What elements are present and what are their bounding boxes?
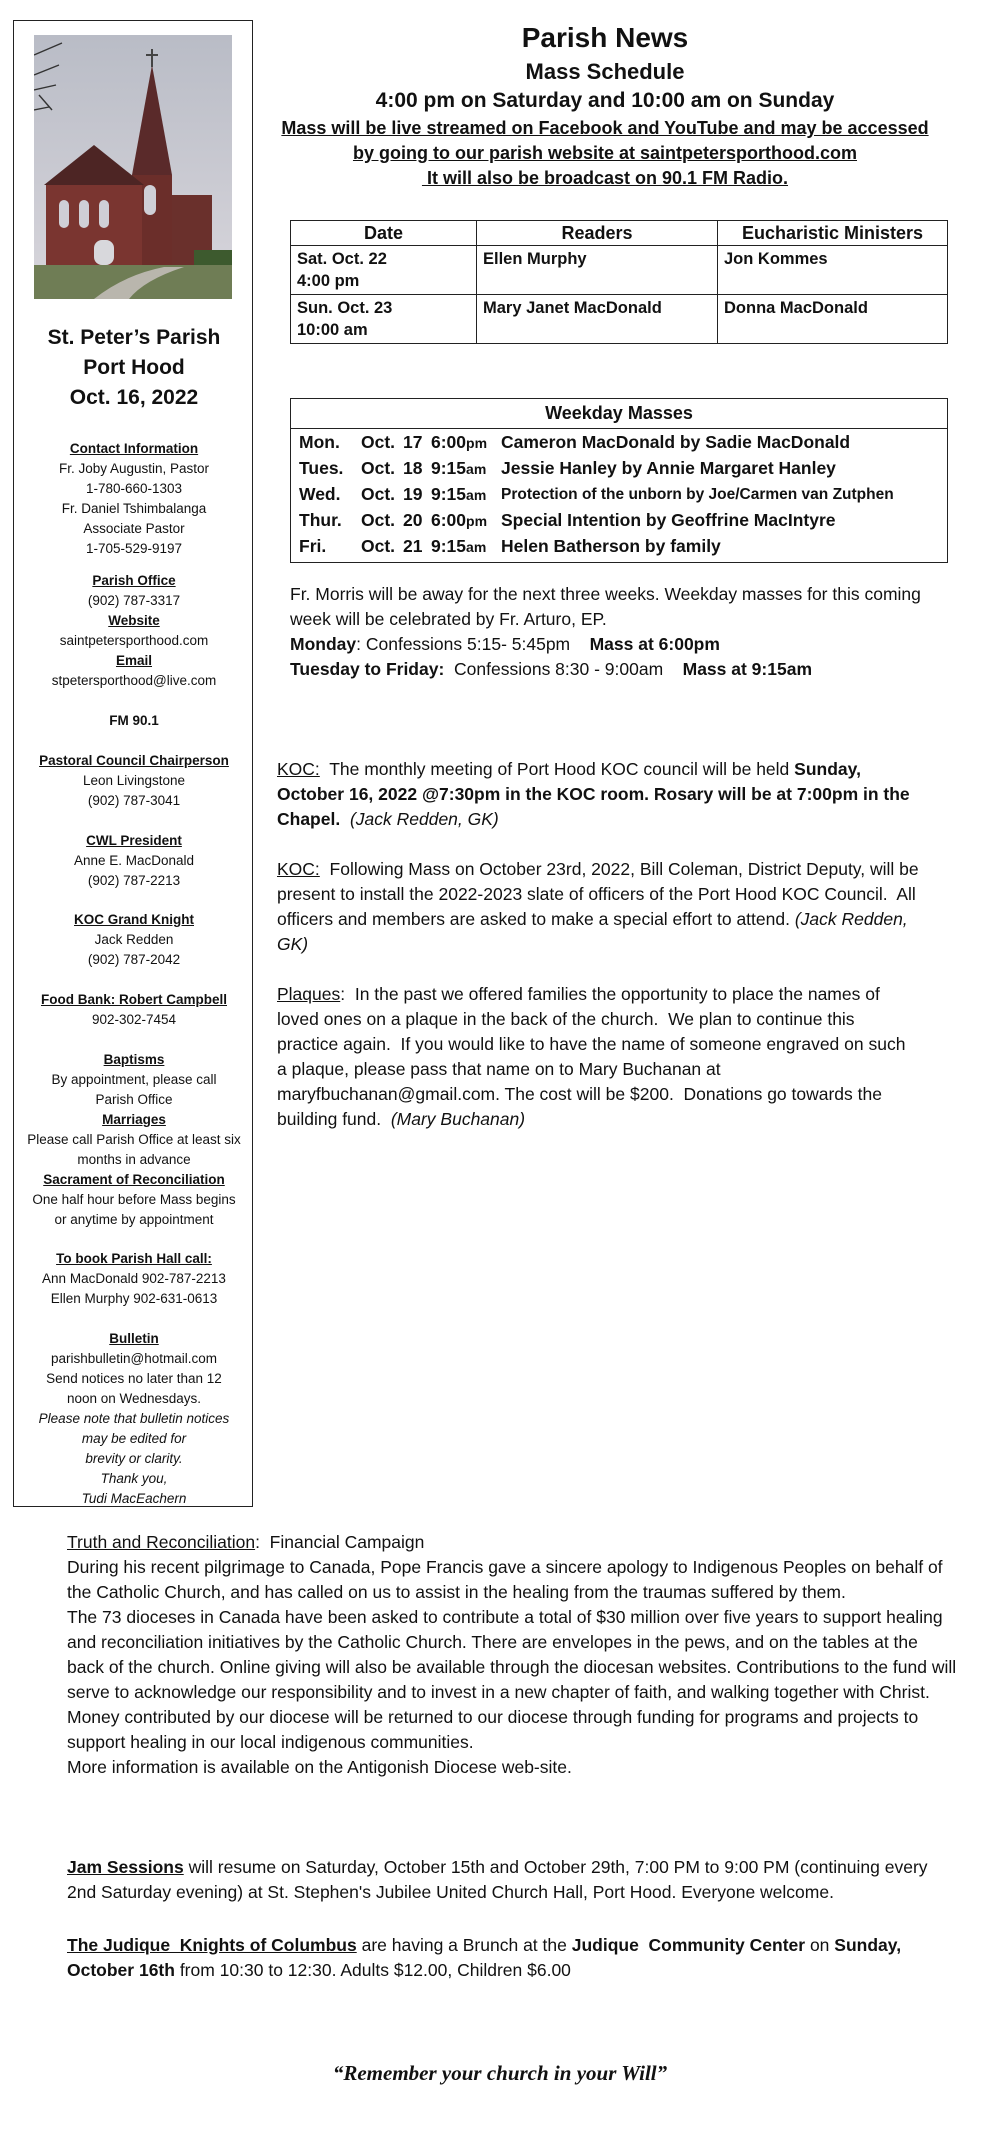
contact-block [14, 439, 254, 559]
judique-text1: are having a Brunch at the [356, 1935, 572, 1955]
koc-text: The monthly meeting of Port Hood KOC council will be held [319, 759, 795, 779]
wd-date: 17 [403, 432, 423, 452]
judique-bold1: Judique Community Center [571, 1935, 806, 1955]
wd-day: Mon. [299, 432, 340, 452]
mass-times: 4:00 pm on Saturday and 10:00 am on Sunday [375, 89, 835, 112]
wd-time-value: 9:15 [431, 536, 467, 556]
wd-day: Wed. [299, 484, 341, 504]
page-header [260, 18, 950, 191]
readers-table [290, 220, 948, 344]
plaques-label: Plaques [277, 984, 341, 1004]
weekday-row [291, 534, 947, 560]
website-heading: Website [108, 613, 160, 628]
wd-intention: Cameron MacDonald by Sadie MacDonald [501, 432, 851, 452]
email-link[interactable]: stpetersporthood@live.com [51, 673, 217, 688]
bulletin-line1: Send notices no later than 12 [46, 1371, 222, 1386]
judique-label: The Judique Knights of Columbus [67, 1935, 357, 1955]
koc-name: Jack Redden [94, 932, 174, 947]
wd-ampm: am [466, 539, 487, 555]
wd-time-value: 9:15 [431, 484, 467, 504]
row-date [291, 295, 477, 344]
bulletin-heading: Bulletin [109, 1331, 159, 1346]
pastor-phone: 1-780-660-1303 [85, 481, 183, 496]
weekday-row [291, 430, 947, 456]
truth-paragraph: During his recent pilgrimage to Canada, Pope Francis gave a sincere apology to Indigenous Peoples on behalf of the Catholic Church, and has called on us to assist in the healing from the traumas suffered by them. [67, 1557, 943, 1602]
truth-label: Truth and Reconciliation [67, 1532, 256, 1552]
jam-sessions-notice [67, 1855, 957, 1905]
wd-time-value: 9:15 [431, 458, 467, 478]
foodbank-heading: Food Bank: Robert Campbell [40, 992, 227, 1007]
koc-label: KOC: [277, 759, 320, 779]
tf-label: Tuesday to Friday: [290, 659, 445, 679]
koc-text: Following Mass on October 23rd, 2022, Bill Coleman, District Deputy, will be present to install the 2022-2023 slate of officers of the Port Hood KOC Council. All officers and members are asked to make a special effort to attend. [277, 859, 924, 929]
monday-mass: Mass at 6:00pm [589, 634, 720, 654]
table-row [291, 295, 948, 344]
wd-month: Oct. [361, 484, 396, 504]
church-photo [34, 35, 232, 299]
col-date: Date [291, 221, 477, 246]
plaques-text: : In the past we offered families the opportunity to place the names of loved ones on a plaque in the back of the church. We plan to continue this practice again. If you would like to have the name of someone engraved on such a plaque, please pass that name on to Mary Buchanan at maryfbuchanan@gmail.com. The cost will be $200. Donations go towards the building fund. [277, 984, 911, 1129]
council-phone: (902) 787-3041 [87, 793, 181, 808]
council-heading: Pastoral Council Chairperson [39, 753, 229, 768]
assoc-pastor-phone: 1-705-529-9197 [85, 541, 183, 556]
koc-credit: (Jack Redden, GK) [277, 909, 908, 954]
truth-paragraph: The 73 dioceses in Canada have been asked to contribute a total of $30 million over five years to support healing and reconciliation initiatives by the Catholic Church. There are envelopes in the pews, and on the tables at the back of the church. Online giving will also be available through the diocesan websites. Contributions to the fund will serve to acknowledge our responsibility and to invest in a new chapter of faith, and walking together with Christ. [67, 1607, 957, 1702]
judique-text2: on [805, 1935, 835, 1955]
hall-block [14, 1249, 254, 1309]
wd-time [431, 534, 501, 560]
table-header-row [291, 221, 948, 246]
row-readers: Mary Janet MacDonald [477, 295, 718, 344]
row-ministers: Donna MacDonald [718, 295, 948, 344]
radio-label: FM 90.1 [109, 713, 159, 728]
page-title: Parish News [521, 22, 689, 53]
jam-text: will resume on Saturday, October 15th and October 29th, 7:00 PM to 9:00 PM (continuing every 2nd Saturday evening) at St. Stephen's Jubilee United Church Hall, Port Hood. Everyone welcome. [67, 1857, 928, 1902]
parish-location: Port Hood [83, 356, 185, 379]
judique-text3: from 10:30 to 12:30. Adults $12.00, Children $6.00 [174, 1960, 571, 1980]
office-phone: (902) 787-3317 [87, 593, 181, 608]
hall-line1: Ann MacDonald 902-787-2213 [42, 1271, 226, 1286]
wd-date: 19 [403, 484, 423, 504]
wd-intention: Jessie Hanley by Annie Margaret Hanley [501, 458, 836, 478]
reconciliation-line2: or anytime by appointment [54, 1212, 214, 1227]
pastor-name: Fr. Joby Augustin, Pastor [58, 461, 210, 476]
website-link[interactable]: saintpetersporthood.com [59, 633, 209, 648]
row-readers: Ellen Murphy [477, 246, 718, 295]
baptisms-line1: By appointment, please call [51, 1072, 217, 1087]
truth-reconciliation-notice [67, 1530, 957, 1780]
livestream-line1: Mass will be live streamed on Facebook and YouTube and may be accessed [281, 118, 929, 138]
note-line1: Please note that bulletin notices [38, 1411, 230, 1426]
baptisms-heading: Baptisms [103, 1052, 165, 1067]
bulletin-date: Oct. 16, 2022 [69, 386, 199, 409]
radio-line: It will also be broadcast on 90.1 FM Radio. [421, 168, 789, 188]
morris-text: Fr. Morris will be away for the next three weeks. Weekday masses for this coming week will be celebrated by Fr. Arturo, EP. [290, 584, 921, 629]
marriages-line1: Please call Parish Office at least six [27, 1132, 241, 1147]
wd-month: Oct. [361, 432, 396, 452]
footer-quote: “Remember your church in your Will” [332, 2061, 668, 2085]
reconciliation-heading: Sacrament of Reconciliation [43, 1172, 225, 1187]
koc-block [14, 910, 254, 970]
wd-time [431, 508, 501, 534]
wd-time [431, 456, 501, 482]
assoc-pastor-title: Associate Pastor [83, 521, 185, 536]
row-date-day: Sat. Oct. 22 [297, 250, 387, 268]
wd-date: 20 [403, 510, 423, 530]
marriages-heading: Marriages [102, 1112, 166, 1127]
council-name: Leon Livingstone [82, 773, 186, 788]
foodbank-phone: 902-302-7454 [91, 1012, 177, 1027]
parish-heading [14, 323, 254, 413]
wd-month: Oct. [361, 458, 396, 478]
foodbank-block [14, 990, 254, 1030]
row-date [291, 246, 477, 295]
note-signature: Tudi MacEachern [81, 1491, 187, 1506]
tf-text: Confessions 8:30 - 9:00am [444, 659, 683, 679]
row-ministers: Jon Kommes [718, 246, 948, 295]
col-ministers: Eucharistic Ministers [718, 221, 948, 246]
wd-time [431, 430, 501, 456]
wd-intention: Special Intention by Geoffrine MacIntyre [501, 510, 836, 530]
weekday-masses-title: Weekday Masses [291, 399, 947, 429]
row-date-day: Sun. Oct. 23 [297, 299, 393, 317]
wd-day: Fri. [299, 536, 327, 556]
truth-paragraph: More information is available on the Antigonish Diocese web-site. [67, 1757, 572, 1777]
truth-heading [67, 1530, 957, 1555]
wd-day: Tues. [299, 458, 344, 478]
wd-ampm: pm [466, 513, 488, 529]
plaques-notice [277, 982, 917, 1132]
hall-heading: To book Parish Hall call: [56, 1251, 212, 1266]
weekday-masses-box [290, 398, 948, 563]
office-heading: Parish Office [92, 573, 176, 588]
truth-label-suffix: : [255, 1532, 270, 1552]
hall-line2: Ellen Murphy 902-631-0613 [50, 1291, 218, 1306]
koc-bold: Sunday, October 16, 2022 @7:30pm in the KOC room. Rosary will be at 7:00pm in the Chapel. [277, 759, 910, 829]
col-readers: Readers [477, 221, 718, 246]
wd-date: 18 [403, 458, 423, 478]
judique-bold2: Sunday, October 16th [67, 1935, 902, 1980]
bulletin-line2: noon on Wednesdays. [66, 1391, 202, 1406]
cwl-heading: CWL President [86, 833, 182, 848]
wd-ampm: pm [466, 435, 488, 451]
koc-credit: (Jack Redden, GK) [340, 809, 499, 829]
koc-heading: KOC Grand Knight [74, 912, 194, 927]
wd-intention: Protection of the unborn by Joe/Carmen van Zutphen [501, 486, 894, 503]
email-heading: Email [115, 653, 153, 668]
wd-ampm: am [466, 461, 487, 477]
note-line3: brevity or clarity. [85, 1451, 183, 1466]
truth-subtitle: Financial Campaign [269, 1532, 425, 1552]
contact-heading: Contact Information [69, 441, 199, 456]
wd-ampm: am [466, 487, 487, 503]
wd-date: 21 [403, 536, 423, 556]
parish-name: St. Peter’s Parish [47, 326, 221, 349]
monday-label: Monday [290, 634, 357, 654]
koc-phone: (902) 787-2042 [87, 952, 181, 967]
wd-time [431, 482, 501, 508]
wd-day: Thur. [299, 510, 342, 530]
tuesday-friday-schedule [290, 657, 950, 682]
office-block [14, 571, 254, 691]
monday-schedule [290, 632, 950, 657]
plaques-credit: (Mary Buchanan) [390, 1109, 526, 1129]
sidebar [13, 20, 253, 1507]
sacraments-block [14, 1050, 254, 1230]
livestream-line2: by going to our parish website at saintpetersporthood.com [352, 143, 858, 163]
wd-intention: Helen Batherson by family [501, 536, 721, 556]
note-line2: may be edited for [81, 1431, 187, 1446]
truth-paragraph: Money contributed by our diocese will be returned to our diocese through funding for programs and projects to support healing in our local indigenous communities. [67, 1707, 919, 1752]
wd-time-value: 6:00 [431, 510, 467, 530]
mass-schedule-heading: Mass Schedule [525, 59, 685, 84]
tf-mass: Mass at 9:15am [682, 659, 813, 679]
koc-label: KOC: [277, 859, 320, 879]
note-line4: Thank you, [100, 1471, 168, 1486]
marriages-line2: months in advance [77, 1152, 191, 1167]
reconciliation-line1: One half hour before Mass begins [32, 1192, 236, 1207]
table-row [291, 246, 948, 295]
cwl-block [14, 831, 254, 891]
koc-installation-notice [277, 857, 937, 957]
weekday-row [291, 456, 947, 482]
wd-month: Oct. [361, 536, 396, 556]
wd-time-value: 6:00 [431, 432, 467, 452]
council-block [14, 751, 254, 811]
judique-brunch-notice [67, 1933, 947, 1983]
weekday-row [291, 508, 947, 534]
row-date-time: 4:00 pm [297, 272, 360, 290]
morris-notice [290, 582, 950, 682]
baptisms-line2: Parish Office [95, 1092, 173, 1107]
weekday-row [291, 482, 947, 508]
bulletin-email[interactable]: parishbulletin@hotmail.com [50, 1351, 218, 1366]
jam-label: Jam Sessions [67, 1857, 184, 1877]
row-date-time: 10:00 am [297, 321, 368, 339]
bulletin-block [14, 1329, 254, 1509]
koc-meeting-notice [277, 757, 917, 832]
cwl-name: Anne E. MacDonald [73, 853, 195, 868]
assoc-pastor-name: Fr. Daniel Tshimbalanga [61, 501, 207, 516]
cwl-phone: (902) 787-2213 [87, 873, 181, 888]
monday-text: : Confessions 5:15- 5:45pm [356, 634, 590, 654]
wd-month: Oct. [361, 510, 396, 530]
